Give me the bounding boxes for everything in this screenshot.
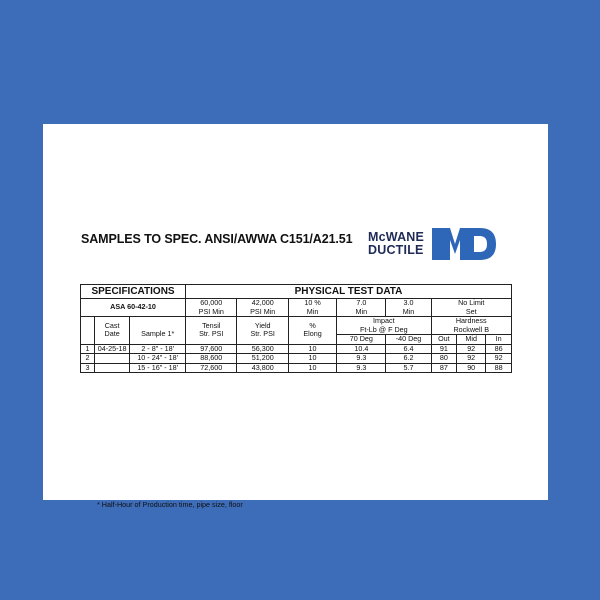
md-logo-mark-icon — [430, 224, 498, 264]
hardness-out-subheader: Out — [431, 335, 457, 345]
impact-70-req: 7.0 Min — [337, 299, 386, 317]
document-title: SAMPLES TO SPEC. ANSI/AWWA C151/A21.51 — [81, 232, 353, 246]
elong-header: % Elong — [288, 317, 336, 345]
footnote: * Half-Hour of Production time, pipe size, floor — [97, 500, 243, 509]
impact-40-req: 3.0 Min — [386, 299, 431, 317]
mcwane-ductile-logo — [368, 224, 498, 264]
hardness-mid-subheader: Mid — [457, 335, 486, 345]
table-row: 3 15 - 16" - 18' 72,600 43,800 10 9.3 5.7 87 90 88 — [81, 363, 512, 373]
hardness-req: No Limit Set — [431, 299, 512, 317]
impact-40-subheader: -40 Deg — [386, 335, 431, 345]
test-report-sheet — [43, 124, 548, 509]
grade-spec: ASA 60-42-10 — [81, 299, 186, 317]
yield-req: 42,000 PSI Min — [237, 299, 288, 317]
physical-test-data-header: PHYSICAL TEST DATA — [186, 285, 512, 299]
logo-line-2: DUCTILE — [368, 243, 424, 257]
specifications-header: SPECIFICATIONS — [81, 285, 186, 299]
hardness-in-subheader: In — [486, 335, 512, 345]
elong-req: 10 % Min — [288, 299, 336, 317]
tensile-header: Tensil Str. PSI — [186, 317, 237, 345]
table-row: 2 10 - 24" - 18' 88,600 51,200 10 9.3 6.2 80 92 92 — [81, 354, 512, 364]
table-row: 1 04-25-18 2 - 8" - 18' 97,600 56,300 10 10.4 6.4 91 92 86 — [81, 344, 512, 354]
hardness-header: Hardness Rockwell B — [431, 317, 512, 335]
yield-header: Yield Str. PSI — [237, 317, 288, 345]
sample-header: Sample 1* — [130, 317, 186, 345]
impact-header: Impact Ft-Lb @ F Deg — [337, 317, 431, 335]
impact-70-subheader: 70 Deg — [337, 335, 386, 345]
logo-line-1: McWANE — [368, 230, 425, 244]
tensile-req: 60,000 PSI Min — [186, 299, 237, 317]
physical-test-table — [80, 284, 512, 373]
cast-date-header: Cast Date — [94, 317, 129, 345]
